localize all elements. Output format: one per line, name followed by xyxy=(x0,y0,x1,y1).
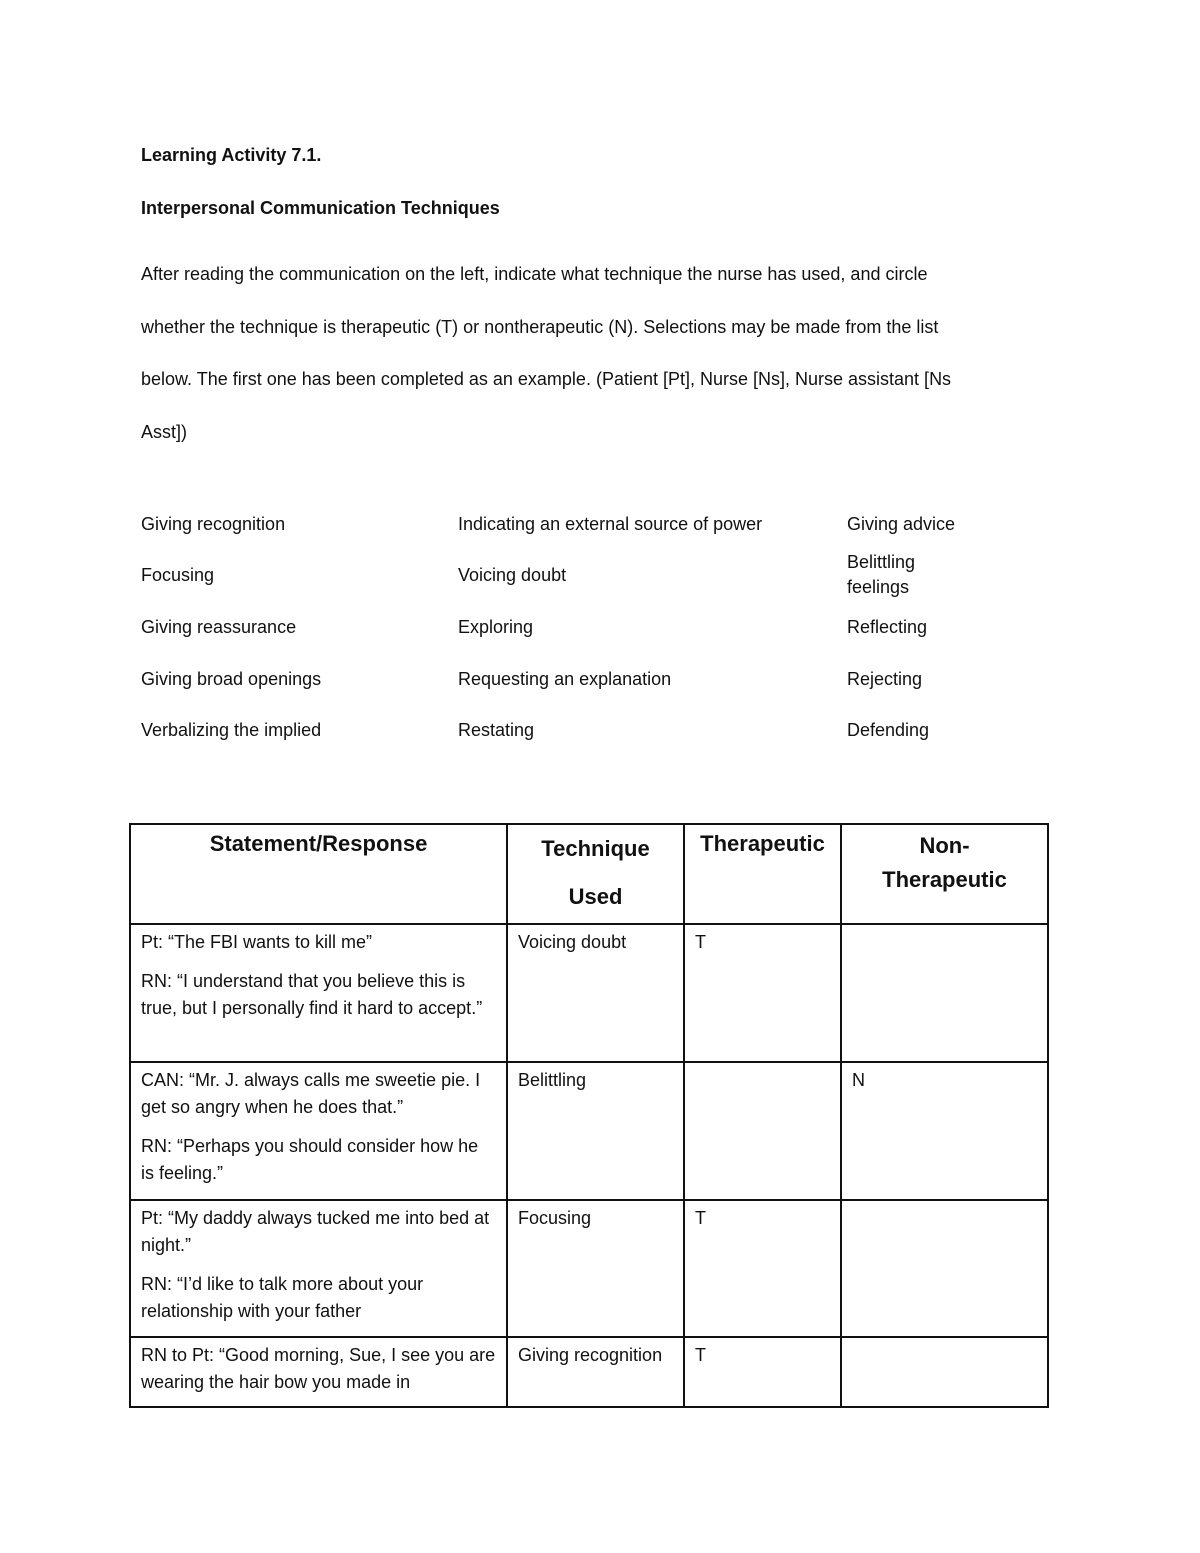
nontherapeutic-cell: N xyxy=(852,1070,865,1090)
technique-option: Exploring xyxy=(458,617,534,637)
statement-text: Pt: “My daddy always tucked me into bed at night.” xyxy=(141,1208,490,1255)
statement-text: Pt: “The FBI wants to kill me” xyxy=(141,932,373,952)
header-statement: Statement/Response xyxy=(130,824,507,924)
technique-option: Rejecting xyxy=(847,669,923,689)
technique-option: Giving broad openings xyxy=(141,669,322,689)
response-text: RN: “I understand that you believe this is true, but I personally find it hard to accept.” xyxy=(141,971,483,1018)
header-technique-line: Used xyxy=(568,884,623,909)
header-nontherapeutic-line: Therapeutic xyxy=(882,867,1007,892)
technique-cell: Voicing doubt xyxy=(518,932,627,952)
technique-cell: Belittling xyxy=(518,1070,587,1090)
technique-cell: Focusing xyxy=(518,1208,592,1228)
instructions-line: After reading the communication on the left, indicate what technique the nurse has used, and circle xyxy=(141,264,928,284)
technique-option: Voicing doubt xyxy=(458,565,567,585)
therapeutic-cell: T xyxy=(695,1208,706,1228)
technique-option: Reflecting xyxy=(847,617,928,637)
technique-option: Focusing xyxy=(141,565,215,585)
header-nontherapeutic xyxy=(841,824,1048,924)
statement-text: RN to Pt: “Good morning, Sue, I see you are wearing the hair bow you made in xyxy=(141,1345,496,1392)
therapeutic-cell xyxy=(685,1063,840,1075)
instructions-line: whether the technique is therapeutic (T) or nontherapeutic (N). Selections may be made from the list xyxy=(141,316,939,337)
instructions xyxy=(141,248,1041,458)
technique-option: Giving advice xyxy=(847,514,956,534)
page-title: Learning Activity 7.1. xyxy=(141,145,322,165)
table-header-row xyxy=(130,824,1048,924)
technique-option: Belittling feelings xyxy=(847,552,916,597)
header-therapeutic: Therapeutic xyxy=(684,824,841,924)
technique-option: Restating xyxy=(458,720,535,740)
response-text: RN: “Perhaps you should consider how he is feeling.” xyxy=(141,1136,479,1183)
page-subtitle: Interpersonal Communication Techniques xyxy=(141,198,500,218)
technique-option: Giving reassurance xyxy=(141,617,297,637)
table-row xyxy=(130,1062,1048,1200)
technique-option: Indicating an external source of power xyxy=(458,514,763,534)
table-row xyxy=(130,1337,1048,1407)
technique-option: Giving recognition xyxy=(141,514,286,534)
nontherapeutic-cell xyxy=(842,1338,1047,1350)
activity-table xyxy=(129,823,1049,1408)
header-technique-line: Technique xyxy=(541,836,650,861)
nontherapeutic-cell xyxy=(842,1201,1047,1213)
header-technique xyxy=(507,824,684,924)
header-nontherapeutic-line: Non- xyxy=(919,833,970,858)
statement-text: CAN: “Mr. J. always calls me sweetie pie. I get so angry when he does that.” xyxy=(141,1070,481,1117)
nontherapeutic-cell xyxy=(842,925,1047,937)
technique-option: Verbalizing the implied xyxy=(141,720,322,740)
technique-option: Defending xyxy=(847,720,930,740)
therapeutic-cell: T xyxy=(695,1345,706,1365)
response-text: RN: “I’d like to talk more about your relationship with your father xyxy=(141,1274,424,1321)
table-row xyxy=(130,1200,1048,1337)
technique-option: Requesting an explanation xyxy=(458,669,672,689)
instructions-line: Asst]) xyxy=(141,421,188,442)
technique-cell: Giving recognition xyxy=(518,1345,663,1365)
therapeutic-cell: T xyxy=(695,932,706,952)
instructions-line: below. The first one has been completed as an example. (Patient [Pt], Nurse [Ns], Nurse assistant [Ns xyxy=(141,369,952,389)
table-row xyxy=(130,924,1048,1062)
